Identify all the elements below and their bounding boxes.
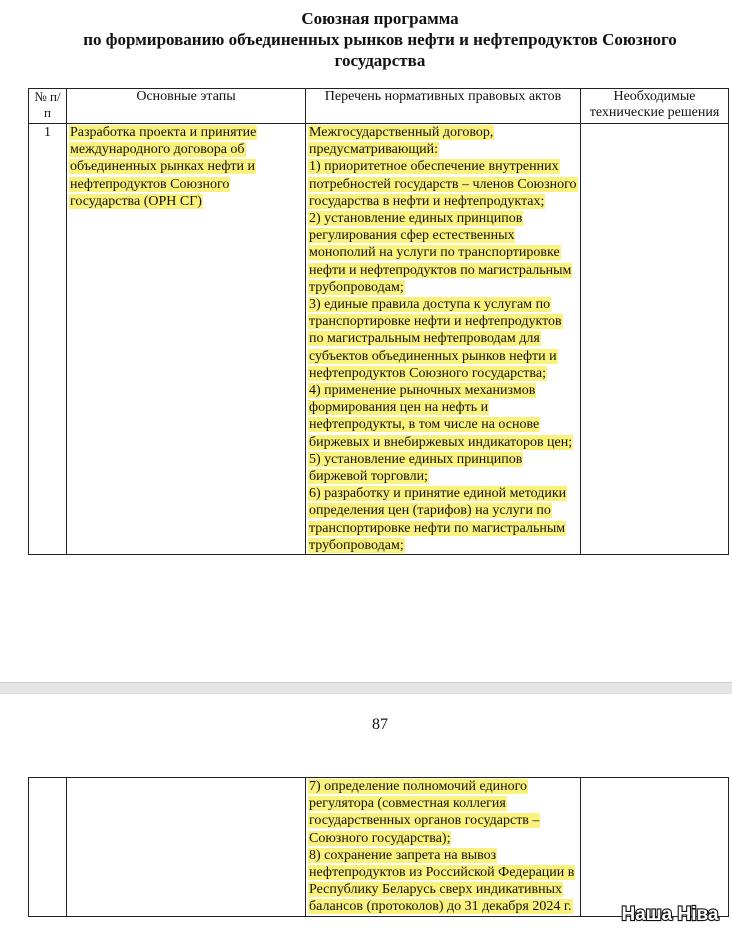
watermark-logo	[616, 900, 724, 926]
table-row	[29, 124, 729, 555]
act-item: 1) приоритетное обеспечение внутренних потребностей государств – членов Союзного государства в нефти и нефтепродуктах;	[309, 159, 577, 209]
title-line: по формированию объединенных рынков нефти и нефтепродуктов Союзного	[83, 30, 677, 49]
program-table	[28, 88, 729, 555]
highlighted-text: Разработка проекта и принятие международного договора об объединенных рынках нефти и нефтепродуктов Союзного государства (ОРН СГ)	[70, 125, 257, 209]
tech-cell	[581, 778, 729, 917]
page-break	[0, 682, 732, 694]
acts-cell	[306, 778, 581, 917]
act-item: 3) единые правила доступа к услугам по транспортировке нефти и нефтепродуктов по магистральным нефтепроводам для субъектов объединенных рынков нефти и нефтепродуктов Союзного государства;	[309, 297, 562, 381]
stage-cell	[67, 778, 306, 917]
page-number: 87	[372, 716, 388, 733]
watermark-text: Наша Ніва	[621, 904, 719, 925]
title-line: государства	[334, 51, 426, 70]
header-tech: Необходимые технические решения	[581, 89, 729, 124]
row-number	[29, 778, 67, 917]
tech-cell	[581, 124, 729, 555]
act-item: Межгосударственный договор, предусматривающий:	[309, 125, 494, 158]
act-item: 6) разработку и принятие единой методики определения цен (тарифов) на услуги по транспортировке нефти по магистральным трубопроводам;	[309, 486, 567, 553]
document-title	[0, 8, 732, 71]
stage-cell	[67, 124, 306, 555]
program-table-continued	[28, 777, 729, 917]
act-item: 4) применение рыночных механизмов формирования цен на нефть и нефтепродукты, в том числе на основе биржевых и внебиржевых индикаторов цен;	[309, 383, 573, 450]
act-item: 2) установление единых принципов регулирования сфер естественных монополий на услуги по транспортировке нефти и нефтепродуктов по магистральным трубопроводам;	[309, 211, 572, 295]
act-item: 8) сохранение запрета на вывоз нефтепродуктов из Российской Федерации в Республику Беларусь сверх индикативных балансов (протоколов) до 31 декабря 2024 г.	[309, 847, 575, 915]
table-header-row	[29, 89, 729, 124]
header-num: № п/п	[29, 89, 67, 124]
act-item: 7) определение полномочий единого регулятора (совместная коллегия государственных органов государств – Союзного государства);	[309, 779, 540, 846]
title-line: Союзная программа	[301, 9, 459, 28]
act-item: 5) установление единых принципов биржевой торговли;	[309, 451, 523, 485]
acts-cell	[306, 124, 581, 555]
header-acts: Перечень нормативных правовых актов	[306, 89, 581, 124]
row-number: 1	[29, 124, 67, 555]
table-row	[29, 778, 729, 917]
header-stages: Основные этапы	[67, 89, 306, 124]
